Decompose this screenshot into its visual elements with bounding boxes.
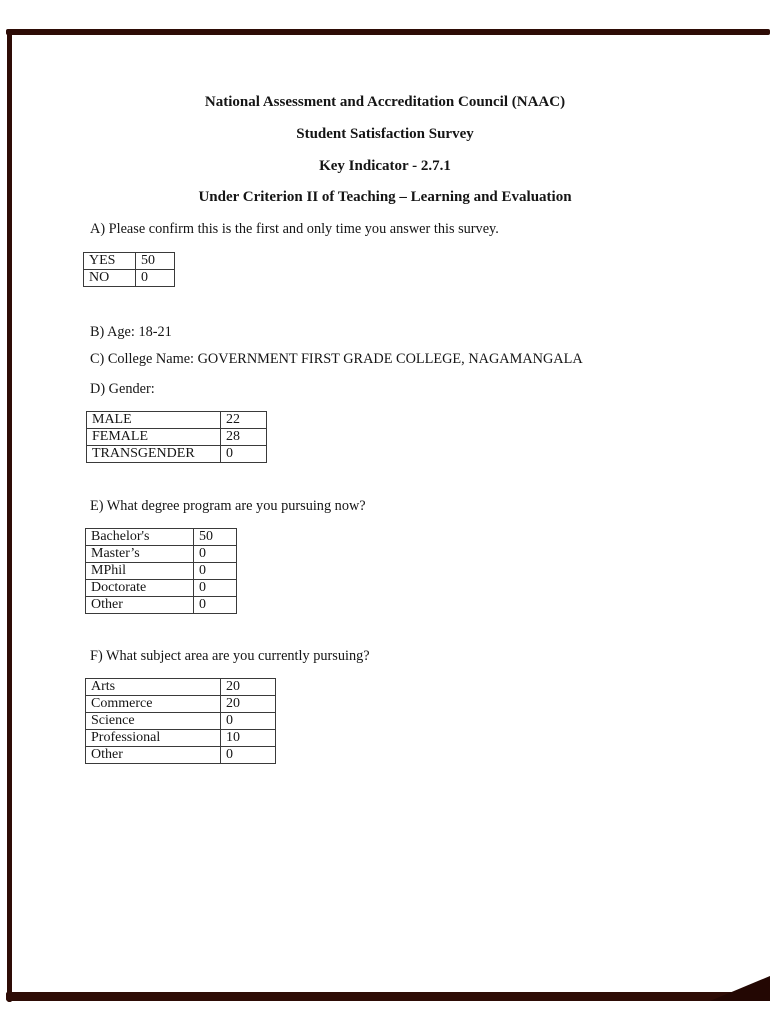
row-label: Other: [86, 747, 221, 764]
table-row: [86, 563, 237, 580]
row-value: 0: [194, 546, 237, 563]
row-value: 0: [221, 713, 276, 730]
row-value: 0: [221, 747, 276, 764]
row-value: 50: [194, 529, 237, 546]
table-degree-program: [85, 528, 237, 614]
row-label: Science: [86, 713, 221, 730]
row-value: 22: [221, 412, 267, 429]
scan-edge-top: [6, 29, 770, 35]
row-label: Master’s: [86, 546, 194, 563]
table-row: [86, 696, 276, 713]
section-d-label: D) Gender:: [90, 381, 155, 397]
row-label: Professional: [86, 730, 221, 747]
row-value: 50: [136, 253, 175, 270]
row-value: 0: [221, 446, 267, 463]
table-row: [87, 412, 267, 429]
section-a-label: A) Please confirm this is the first and only time you answer this survey.: [90, 221, 499, 237]
scan-blot-bottom-right: [710, 976, 770, 1001]
row-label: MALE: [87, 412, 221, 429]
table-subject-area: [85, 678, 276, 764]
row-label: Arts: [86, 679, 221, 696]
row-label: Bachelor's: [86, 529, 194, 546]
section-e-label: E) What degree program are you pursuing now?: [90, 498, 366, 514]
table-row: [86, 580, 237, 597]
row-value: 0: [194, 597, 237, 614]
row-value: 0: [136, 270, 175, 287]
table-row: [84, 270, 175, 287]
table-confirmation: [83, 252, 175, 287]
table-row: [87, 429, 267, 446]
row-label: Commerce: [86, 696, 221, 713]
table-row: [86, 747, 276, 764]
table-row: [86, 529, 237, 546]
row-value: 20: [221, 679, 276, 696]
row-value: 0: [194, 563, 237, 580]
table-gender: [86, 411, 267, 463]
row-label: FEMALE: [87, 429, 221, 446]
doc-title: National Assessment and Accreditation Council (NAAC): [204, 94, 566, 110]
table-row: [86, 713, 276, 730]
doc-key-indicator: Key Indicator - 2.7.1: [319, 158, 451, 174]
row-label: MPhil: [86, 563, 194, 580]
doc-criterion: Under Criterion II of Teaching – Learning and Evaluation: [198, 189, 572, 205]
row-label: NO: [84, 270, 136, 287]
row-label: TRANSGENDER: [87, 446, 221, 463]
row-label: YES: [84, 253, 136, 270]
table-row: [84, 253, 175, 270]
section-b-label: B) Age: 18-21: [90, 324, 172, 340]
table-row: [86, 546, 237, 563]
section-f-label: F) What subject area are you currently pursuing?: [90, 648, 370, 664]
scan-edge-bottom: [6, 992, 770, 1001]
table-row: [87, 446, 267, 463]
row-value: 10: [221, 730, 276, 747]
doc-subtitle: Student Satisfaction Survey: [296, 126, 474, 142]
table-row: [86, 679, 276, 696]
row-label: Other: [86, 597, 194, 614]
table-row: [86, 597, 237, 614]
row-value: 28: [221, 429, 267, 446]
row-value: 20: [221, 696, 276, 713]
section-c-label: C) College Name: GOVERNMENT FIRST GRADE COLLEGE, NAGAMANGALA: [90, 351, 583, 367]
row-value: 0: [194, 580, 237, 597]
table-row: [86, 730, 276, 747]
row-label: Doctorate: [86, 580, 194, 597]
